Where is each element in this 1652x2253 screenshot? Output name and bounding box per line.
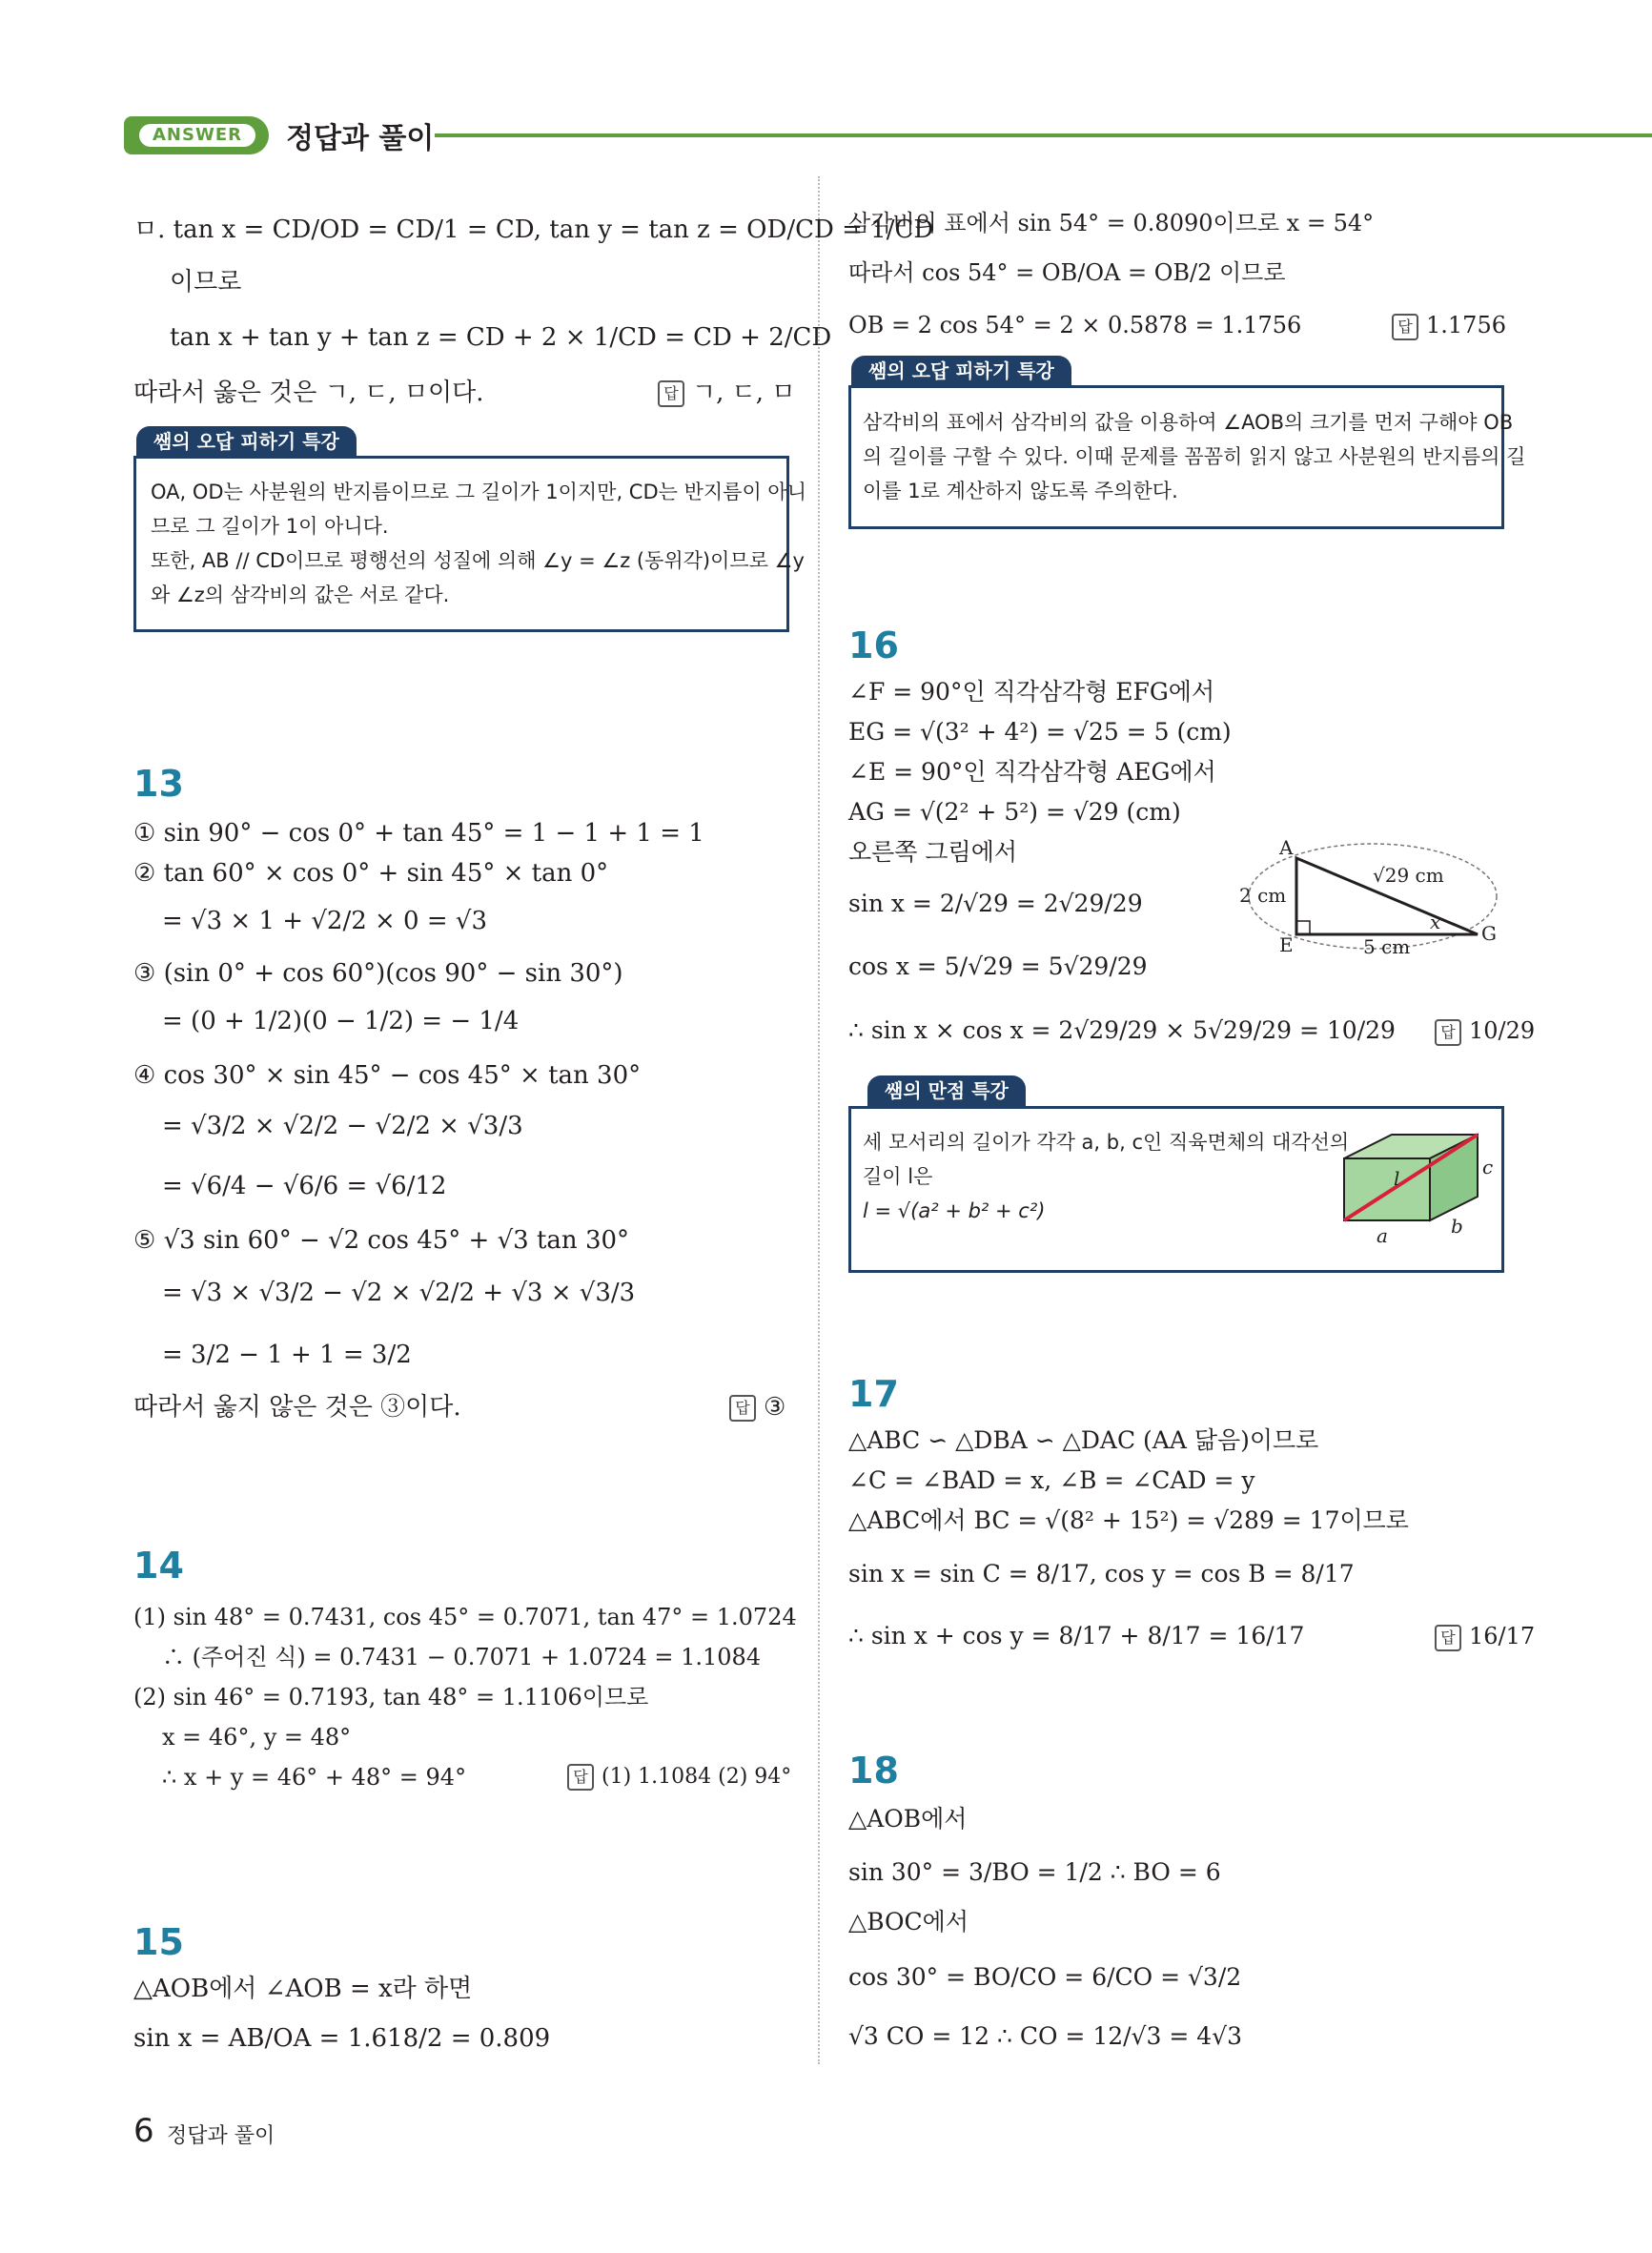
label-x: x [1430,911,1441,933]
label-ae: 2 cm [1239,884,1287,907]
p16-line-5: 오른쪽 그림에서 [848,838,1017,866]
tip2-line-2: 의 길이를 구할 수 있다. 이때 문제를 꼼꼼히 읽지 않고 사분원의 반지름의 길 [863,445,1526,468]
p18-line-1: △AOB에서 [848,1805,968,1833]
problem-15-number: 15 [133,1921,184,1963]
right-top-answer [1392,310,1506,340]
right-top-line-3: OB = 2 cos 54° = 2 × 0.5878 = 1.1756 [848,312,1302,338]
tip3-line-3: l = √(a² + b² + c²) [863,1199,1046,1222]
answer-icon: 답 [729,1395,756,1422]
p13-line-10: = √3 × √3/2 − √2 × √2/2 + √3 × √3/3 [162,1279,636,1307]
p16-line-6: sin x = 2/√29 = 2√29/29 [848,890,1143,917]
tip1-line-3: 또한, AB // CD이므로 평행선의 성질에 의해 ∠y = ∠z (동위각)이므로 ∠y [151,549,805,572]
p13-line-1: ① sin 90° − cos 0° + tan 45° = 1 − 1 + 1 = 1 [133,819,704,848]
p14-answer-text: (1) 1.1084 (2) 94° [602,1765,792,1789]
p18-line-3: △BOC에서 [848,1908,969,1936]
tip1-line-2: 므로 그 길이가 1이 아니다. [151,515,389,538]
p13-line-8: = √6/4 − √6/6 = √6/12 [162,1172,447,1200]
p13-line-2: ② tan 60° × cos 0° + sin 45° × tan 0° [133,859,609,888]
p13-line-5: = (0 + 1/2)(0 − 1/2) = − 1/4 [162,1007,520,1035]
right-top-answer-text: 1.1756 [1426,312,1506,338]
answer-icon: 답 [567,1764,594,1791]
p17-answer-text: 16/17 [1469,1623,1536,1649]
answer-badge: ANSWER [139,124,255,147]
p16-line-4: AG = √(2² + 5²) = √29 (cm) [848,798,1181,826]
p16-line-8: ∴ sin x × cos x = 2√29/29 × 5√29/29 = 10/29 [848,1016,1396,1044]
cuboid-label-c: c [1482,1156,1494,1178]
p17-answer [1435,1621,1535,1651]
p13-line-11: = 3/2 − 1 + 1 = 3/2 [162,1341,412,1369]
tip3-line-2: 길이 l은 [863,1165,933,1188]
p13-line-9: ⑤ √3 sin 60° − √2 cos 45° + √3 tan 30° [133,1226,630,1255]
p17-line-5: ∴ sin x + cos y = 8/17 + 8/17 = 16/17 [848,1622,1305,1649]
answer-icon: 답 [1435,1019,1461,1046]
p17-line-1: △ABC ∽ △DBA ∽ △DAC (AA 닮음)이므로 [848,1426,1319,1454]
tip1-bottom [133,618,789,632]
p14-line-1: (1) sin 48° = 0.7431, cos 45° = 0.7071, tan 47° = 1.0724 [133,1604,797,1630]
label-ag: √29 cm [1373,864,1444,887]
p14-line-3: (2) sin 46° = 0.7193, tan 48° = 1.1106이므로 [133,1684,649,1710]
cuboid-label-b: b [1451,1215,1463,1238]
problem-16-number: 16 [848,625,899,666]
answer-icon: 답 [1435,1625,1461,1651]
p14-line-4: x = 46°, y = 48° [162,1724,352,1751]
p16-line-2: EG = √(3² + 4²) = √25 = 5 (cm) [848,718,1232,746]
left-top-line-1: ㅁ. tan x = CD/OD = CD/1 = CD, tan y = tan z = OD/CD = 1/CD [133,215,934,244]
p15-line-1: △AOB에서 ∠AOB = x라 하면 [133,1975,473,2003]
answer-icon: 답 [1392,314,1418,340]
label-eg: 5 cm [1363,935,1411,958]
problem-18-number: 18 [848,1750,899,1792]
problem-17-number: 17 [848,1373,899,1415]
triangle-diagram [1230,830,1516,963]
tip1-label: 쌤의 오답 피하기 특강 [136,426,357,457]
p13-conclusion: 따라서 옳지 않은 것은 ③이다. [133,1393,461,1422]
left-top-line-3: tan x + tan y + tan z = CD + 2 × 1/CD = CD + 2/CD [170,323,832,352]
p13-line-4: ③ (sin 0° + cos 60°)(cos 90° − sin 30°) [133,959,623,988]
p17-line-3: △ABC에서 BC = √(8² + 15²) = √289 = 17이므로 [848,1506,1409,1534]
tip1-line-4: 와 ∠z의 삼각비의 값은 서로 같다. [151,584,450,606]
p13-line-6: ④ cos 30° × sin 45° − cos 45° × tan 30° [133,1061,642,1090]
right-top-line-2: 따라서 cos 54° = OB/OA = OB/2 이므로 [848,259,1286,286]
tip3-line-1: 세 모서리의 길이가 각각 a, b, c인 직육면체의 대각선의 [863,1131,1350,1154]
problem-14-number: 14 [133,1545,184,1587]
left-top-answer [658,378,795,408]
tip2-label: 쌤의 오답 피하기 특강 [851,356,1071,386]
tip2-bottom [848,515,1504,529]
tip1-line-1: OA, OD는 사분원의 반지름이므로 그 길이가 1이지만, CD는 반지름이 아니 [151,481,806,503]
p18-line-5: √3 CO = 12 ∴ CO = 12/√3 = 4√3 [848,2022,1242,2050]
p13-line-7: = √3/2 × √2/2 − √2/2 × √3/3 [162,1112,523,1140]
tip2-line-3: 이를 1로 계산하지 않도록 주의한다. [863,480,1178,502]
p14-line-2: ∴ (주어진 식) = 0.7431 − 0.7071 + 1.0724 = 1.1084 [162,1644,762,1670]
tip2-line-1: 삼각비의 표에서 삼각비의 값을 이용하여 ∠AOB의 크기를 먼저 구해야 OB [863,411,1514,434]
left-top-conclusion: 따라서 옳은 것은 ㄱ, ㄷ, ㅁ이다. [133,379,484,407]
p16-line-7: cos x = 5/√29 = 5√29/29 [848,952,1148,980]
p14-answer [567,1762,791,1792]
p17-line-2: ∠C = ∠BAD = x, ∠B = ∠CAD = y [848,1466,1255,1494]
header-title: 정답과 풀이 [286,122,435,155]
p18-line-4: cos 30° = BO/CO = 6/CO = √3/2 [848,1963,1242,1991]
answer-icon: 답 [658,380,684,407]
label-a: A [1279,836,1294,859]
column-divider [818,176,820,2064]
label-g: G [1481,922,1497,945]
problem-13-number: 13 [133,763,184,805]
tip3-bottom [848,1259,1504,1273]
p16-line-3: ∠E = 90°인 직각삼각형 AEG에서 [848,758,1216,786]
p14-line-5: ∴ x + y = 46° + 48° = 94° [162,1764,467,1791]
p15-line-2: sin x = AB/OA = 1.618/2 = 0.809 [133,2024,551,2053]
p13-answer [729,1392,785,1423]
cuboid-label-a: a [1377,1224,1388,1247]
cuboid-diagram [1335,1130,1497,1254]
p13-answer-text: ③ [764,1393,786,1422]
p18-line-2: sin 30° = 3/BO = 1/2 ∴ BO = 6 [848,1858,1221,1886]
left-top-line-2: 이므로 [170,268,242,297]
header-rule [435,133,1652,137]
cuboid-label-l: l [1394,1167,1400,1190]
tip3-label: 쌤의 만점 특강 [867,1075,1026,1106]
right-top-line-1: 삼각비의 표에서 sin 54° = 0.8090이므로 x = 54° [848,210,1375,236]
footer-page-number: 6 [133,2112,154,2150]
p13-line-3: = √3 × 1 + √2/2 × 0 = √3 [162,907,488,935]
p16-answer-text: 10/29 [1469,1017,1536,1044]
p16-line-1: ∠F = 90°인 직각삼각형 EFG에서 [848,678,1215,706]
footer-label: 정답과 풀이 [167,2124,275,2148]
p16-answer [1435,1015,1535,1046]
p17-line-4: sin x = sin C = 8/17, cos y = cos B = 8/17 [848,1560,1355,1587]
left-top-answer-text: ㄱ, ㄷ, ㅁ [692,379,796,407]
label-e: E [1279,933,1294,956]
